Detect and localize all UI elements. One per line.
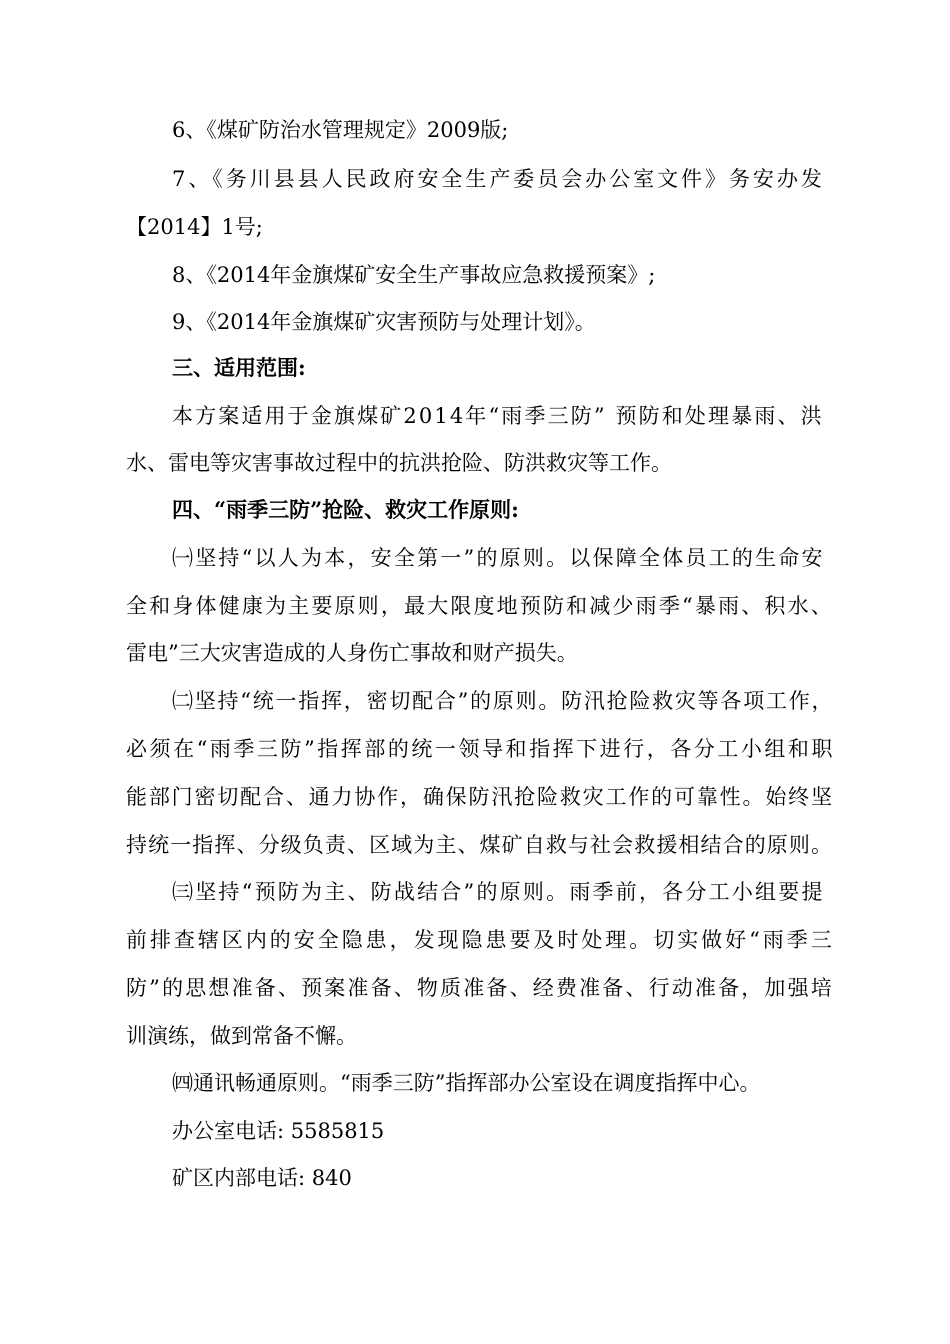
principle-3-line-1: ㈢坚持“预防为主、防战结合”的原则。雨季前，各分工小组要提 (172, 880, 825, 904)
principle-2-line-1: ㈡坚持“统一指挥，密切配合”的原则。防汛抢险救灾等各项工作， (172, 689, 835, 713)
reference-item-6: 6、《煤矿防治水管理规定》2009版; (172, 118, 509, 142)
section-heading-principles: 四、“雨季三防”抢险、救灾工作原则: (172, 497, 519, 522)
scope-paragraph-line-2: 水、雷电等灾害事故过程中的抗洪抢险、防洪救灾等工作。 (126, 451, 672, 475)
section-heading-scope: 三、适用范围: (172, 355, 306, 380)
principle-3-line-4: 训演练，做到常备不懈。 (126, 1024, 357, 1048)
principle-2-line-4: 持统一指挥、分级负责、区域为主、煤矿自救与社会救援相结合的原则。 (126, 833, 834, 857)
principle-2-line-2: 必须在“雨季三防”指挥部的统一领导和指挥下进行，各分工小组和职 (126, 737, 836, 761)
reference-item-8: 8、《2014年金旗煤矿安全生产事故应急救援预案》; (172, 263, 656, 287)
internal-phone: 矿区内部电话: 840 (172, 1166, 352, 1190)
principle-1-line-1: ㈠坚持“以人为本，安全第一”的原则。以保障全体员工的生命安 (172, 546, 825, 570)
reference-item-7-continued: 【2014】1号; (126, 215, 263, 239)
reference-item-9: 9、《2014年金旗煤矿灾害预防与处理计划》。 (172, 310, 596, 334)
principle-3-line-2: 前排查辖区内的安全隐患，发现隐患要及时处理。切实做好“雨季三 (126, 928, 835, 952)
principle-4-line-1: ㈣通讯畅通原则。“雨季三防”指挥部办公室设在调度指挥中心。 (172, 1071, 761, 1095)
scope-paragraph-line-1: 本方案适用于金旗煤矿2014年“雨季三防” 预防和处理暴雨、洪 (172, 404, 824, 428)
principle-1-line-2: 全和身体健康为主要原则，最大限度地预防和减少雨季“暴雨、积水、 (126, 594, 834, 618)
principle-2-line-3: 能部门密切配合、通力协作，确保防汛抢险救灾工作的可靠性。始终坚 (126, 785, 834, 809)
principle-3-line-3: 防”的思想准备、预案准备、物质准备、经费准备、行动准备，加强培 (126, 976, 834, 1000)
reference-item-7: 7、《务川县县人民政府安全生产委员会办公室文件》务安办发 (172, 167, 825, 191)
office-phone: 办公室电话: 5585815 (172, 1119, 385, 1143)
principle-1-line-3: 雷电”三大灾害造成的人身伤亡事故和财产损失。 (126, 641, 578, 665)
